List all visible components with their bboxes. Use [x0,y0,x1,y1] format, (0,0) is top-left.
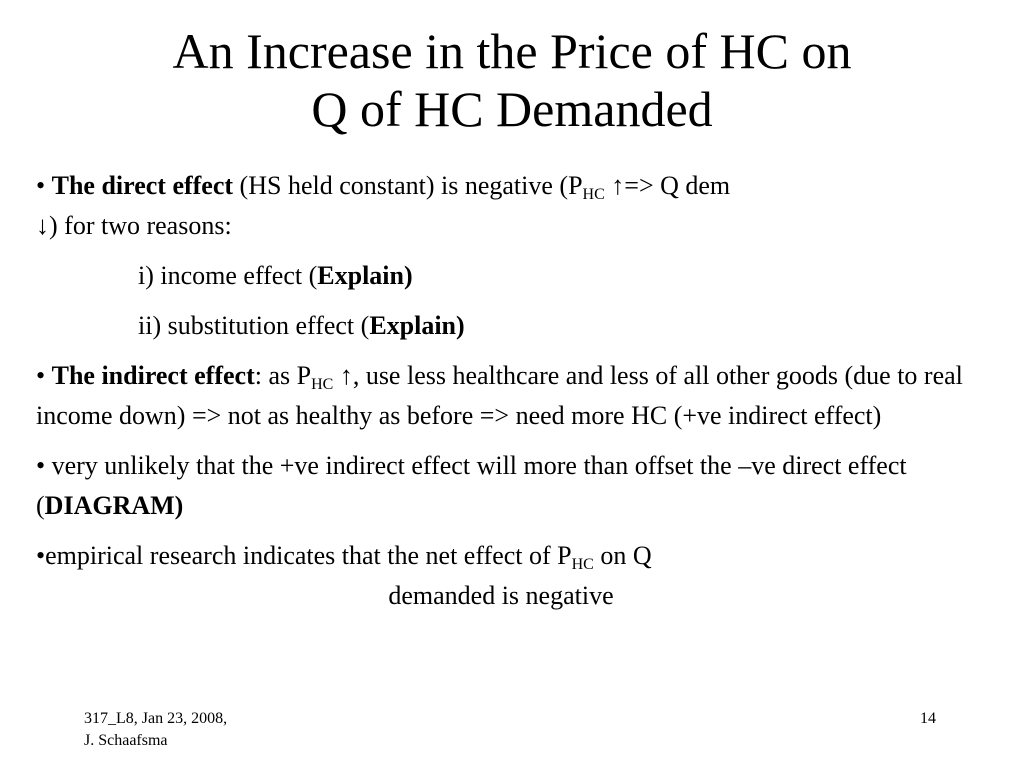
empirical-text-b: on Q [593,541,652,570]
reason-income-text: i) income effect ( [138,261,318,290]
hc-subscript: HC [571,556,594,573]
footer-author: J. Schaafsma [84,732,168,749]
reason-income-explain: Explain) [317,261,413,290]
bullet-offset [36,446,966,526]
bullet-marker: • [36,361,46,390]
bullet-direct-effect [36,166,966,246]
hc-subscript: HC [311,376,334,393]
indirect-effect-text-b: ↑, use less healthcare and less of all other goods (due to real income down) => not as healthy as before => need more HC (+ve indirect effect) [36,361,963,430]
direct-effect-text-b: ↑=> Q dem [604,171,731,200]
empirical-text-a: empirical research indicates that the net effect of P [45,541,572,570]
page-number: 14 [920,710,936,727]
reason-substitution-explain: Explain) [369,311,465,340]
footer-attribution [84,708,227,752]
direct-effect-text-c: ↓) for two reasons: [36,211,232,240]
footer-course-date: 317_L8, Jan 23, 2008, [84,710,228,727]
offset-text: very unlikely that the +ve indirect effect will more than offset the –ve direct effect ( [36,451,907,520]
hc-subscript: HC [582,186,605,203]
title-line-2: Q of HC Demanded [311,81,713,137]
bullet-marker: • [36,451,46,480]
bullet-empirical [36,536,966,616]
bullet-marker: • [36,171,46,200]
slide-body [36,166,966,626]
bullet-marker: • [36,541,46,570]
slide-title [0,22,1024,138]
offset-diagram: DIAGRAM) [44,491,184,520]
empirical-text-c: demanded is negative [388,581,614,610]
direct-effect-heading: The direct effect [51,171,234,200]
reason-income-effect [36,256,966,296]
indirect-effect-text-a: : as P [254,361,312,390]
reason-substitution-text: ii) substitution effect ( [138,311,370,340]
indirect-effect-heading: The indirect effect [51,361,255,390]
bullet-indirect-effect [36,356,966,436]
reason-substitution-effect [36,306,966,346]
direct-effect-text-a: (HS held constant) is negative (P [233,171,583,200]
title-line-1: An Increase in the Price of HC on [172,23,852,79]
